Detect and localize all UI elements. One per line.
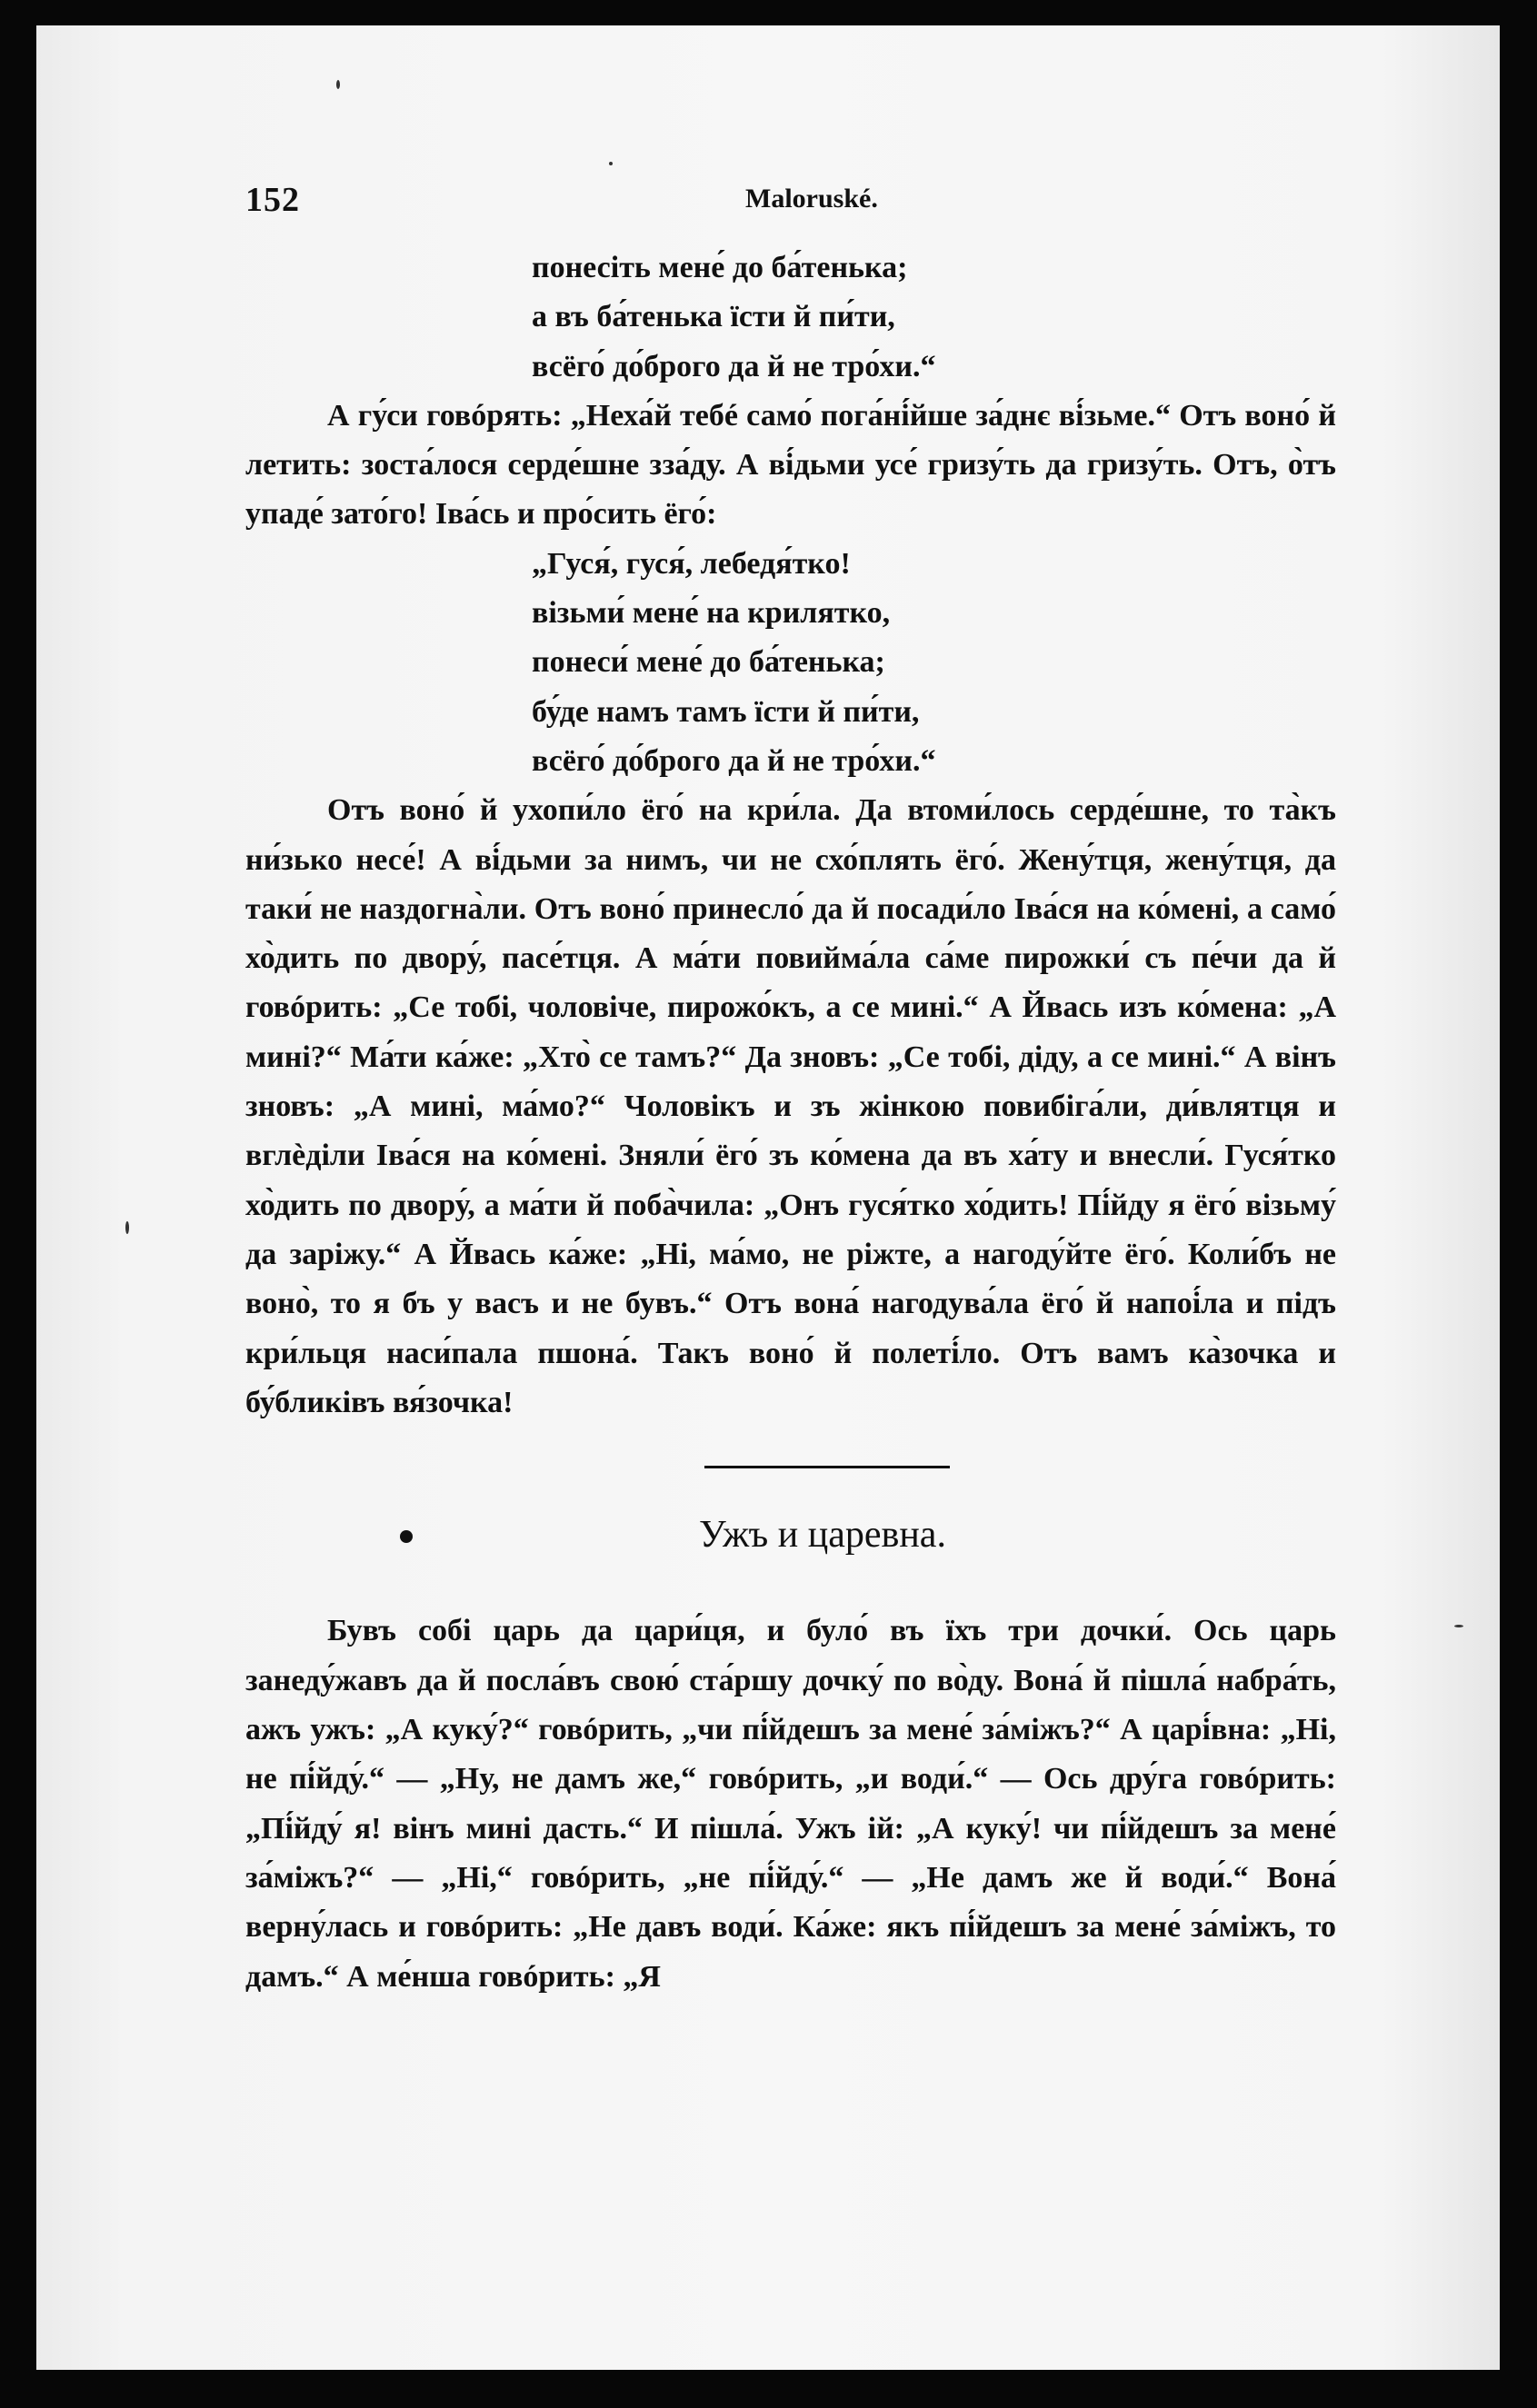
- ink-speck: [336, 80, 340, 89]
- ink-speck: [125, 1221, 129, 1234]
- paragraph: Бувъ собі царь да цари́ця, и було́ въ їхъ три дочки́. Ось царь занеду́жавъ да й посла́въ свою́ ста́ршу дочку́ по во̀ду. Вона́ й пішла́ набра́ть, ажъ ужъ: „А куку́?“ говóрить, „чи пі́йдешъ за мене́ за́міжъ?“ А царі́вна: „Ні, не пі́йду́.“ — „Ну, не дамъ же,“ говóрить, „и води́.“ — Ось дру́га говóрить: „Пі́йду́ я! вінъ мині дасть.“ И пішла́. Ужъ ій: „А куку́! чи пі́йдешъ за мене́ за́міжъ?“ — „Ні,“ говóрить, „не пі́йду́.“ — „Не дамъ же й води́.“ Вона́ верну́лась и говóрить: „Не давъ води́. Ка́же: якъ пі́йдешъ за мене́ за́міжъ, то дамъ.“ А ме́нша говóрить: „Я: [245, 1614, 1336, 1994]
- paragraph: Отъ воно́ й ухопи́ло ёго́ на кри́ла. Да втоми́лось серде́шне, то та̀къ ни́зько несе́! А ві́дьми за нимъ, чи не схо́плять ёго́. Жену́тця, жену́тця, да таки́ не наздогна̀ли. Отъ воно́ принесло́ да й посади́ло Іва́ся на ко́мені, а само́ хо̀дить по двору́, пасе́тця. А ма́ти повийма́ла са́ме пирожки́ съ пе́чи да й говóрить: „Се тобі, чоловіче, пирожо́къ, а се мині.“ А Йвась изъ ко́мена: „А мині?“ Ма́ти ка́же: „Хто̀ се тамъ?“ Да зновъ: „Се тобі, діду, а се мині.“ А вінъ зновъ: „А мині, ма́мо?“ Чоловікъ и зъ жінкою повибіга́ли, ди́влятця и вглѐділи Іва́ся на ко́мені. Зняли́ ёго́ зъ ко́мена да въ ха́ту и внесли́. Гуся́тко хо̀дить по двору́, а ма́ти й поба̀чила: „Онъ гуся́тко хо́дить! Пі́йду я ёго́ візьму́ да заріжу.“ А Йвась ка́же: „Ні, ма́мо, не ріжте, а нагоду́йте ёго́. Коли́бъ не воно̀, то я бъ у васъ и не бувъ.“ Отъ вона́ нагодува́ла ёго́ й напоі́ла и підъ кри́льця наси́пала пшона́. Такъ воно́ й полеті́ло. Отъ вамъ ка̀зочка и бу́бликівъ вя́зочка!: [245, 793, 1336, 1419]
- section-title: Ужъ и царевна.: [699, 1514, 946, 1557]
- page-header: [245, 180, 1372, 225]
- body-text: [245, 244, 1336, 2002]
- verse-line: а въ ба́тенька їсти й пи́ти,: [532, 300, 895, 334]
- section-divider: [704, 1466, 950, 1468]
- verse-line: всёго́ до́брого да й не тро́хи.“: [532, 743, 936, 778]
- book-page: [36, 25, 1500, 2370]
- verse-line: всёго́ до́брого да й не тро́хи.“: [532, 349, 936, 383]
- verse-line: „Гуся́, гуся́, лебедя́тко!: [532, 546, 851, 581]
- page-number: 152: [245, 181, 300, 219]
- verse-line: бу́де намъ тамъ їсти й пи́ти,: [532, 694, 920, 729]
- ink-speck: [609, 162, 613, 165]
- paragraph: А гу́си говóрять: „Неха́й тебé само́ пога́ні́йше за́днє ві́зьме.“ Отъ воно́ й летить: зоста́лося серде́шне зза́ду. А ві́дьми усе́ гризу́ть да гризу́ть. Отъ, о̀тъ упаде́ зато́го! Іва́сь и про́сить ёго́:: [245, 398, 1336, 532]
- running-head: Maloruské.: [745, 184, 878, 214]
- verse-line: візьми́ мене́ на крилятко,: [532, 596, 891, 631]
- verse-line: понесіть мене́ до ба́тенька;: [532, 251, 908, 284]
- bullet-mark: [400, 1530, 413, 1543]
- verse-line: понеси́ мене́ до ба́тенька;: [532, 645, 885, 680]
- section-title-block: [245, 1510, 1336, 1559]
- ink-speck: [1454, 1625, 1463, 1627]
